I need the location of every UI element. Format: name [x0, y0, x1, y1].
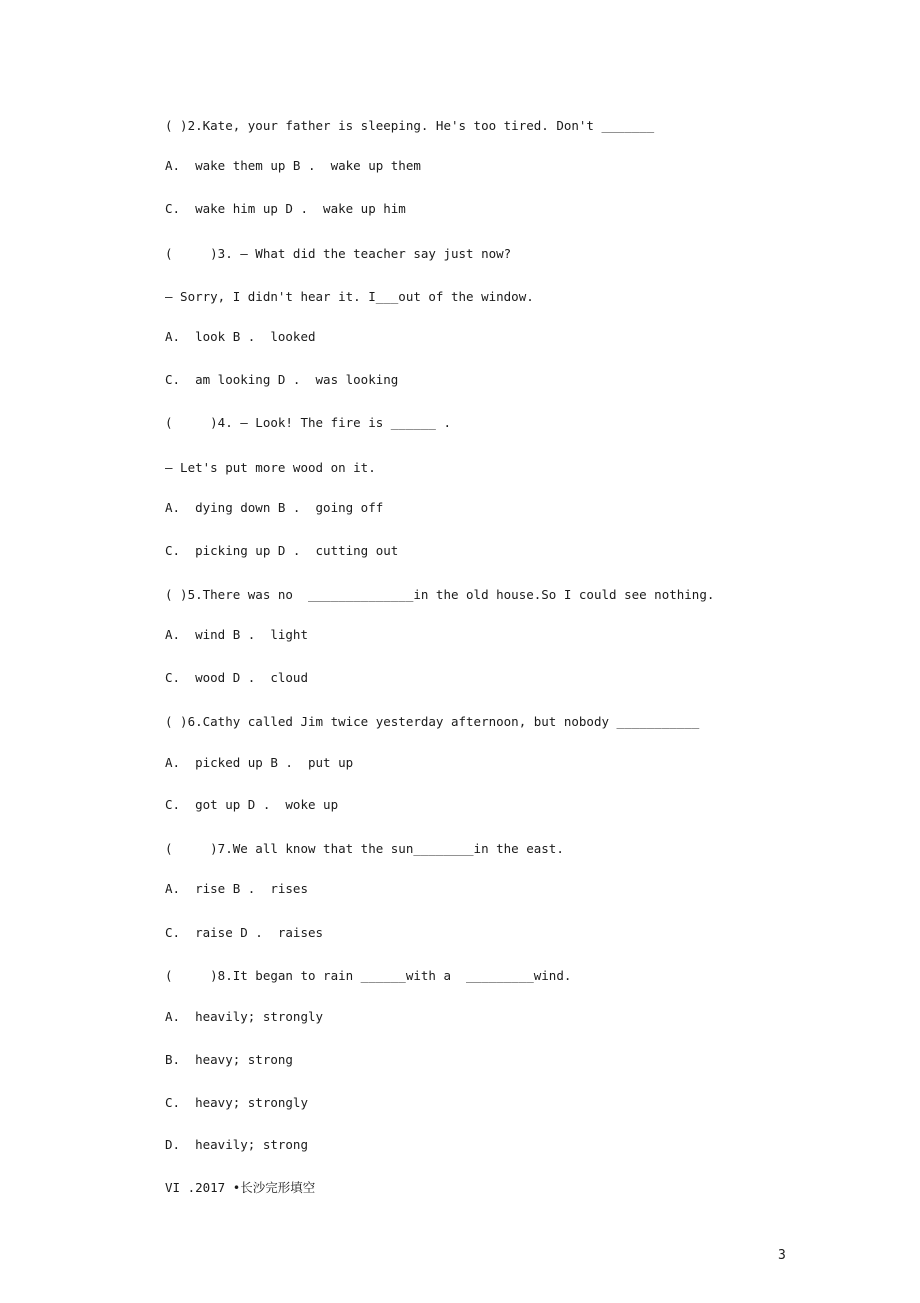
question-5-options-ab: A. wind B . light	[165, 627, 308, 642]
question-7-options-ab: A. rise B . rises	[165, 881, 308, 896]
question-4-response: — Let's put more wood on it.	[165, 460, 376, 475]
question-4-stem: ( )4. — Look! The fire is ______ .	[165, 415, 451, 430]
question-5-options-cd: C. wood D . cloud	[165, 670, 308, 685]
question-5-stem: ( )5.There was no ______________in the old house.So I could see nothing.	[165, 587, 715, 602]
section-heading: VI .2017 •长沙完形填空	[165, 1180, 316, 1195]
question-3-options-cd: C. am looking D . was looking	[165, 372, 399, 387]
question-4-options-cd: C. picking up D . cutting out	[165, 543, 399, 558]
question-7-options-cd: C. raise D . raises	[165, 925, 324, 940]
question-6-options-cd: C. got up D . woke up	[165, 797, 339, 812]
question-4-options-ab: A. dying down B . going off	[165, 500, 384, 515]
question-8-stem: ( )8.It began to rain ______with a _________wind.	[165, 968, 572, 983]
question-2-options-ab: A. wake them up B . wake up them	[165, 158, 421, 173]
question-8-option-b: B. heavy; strong	[165, 1052, 293, 1067]
question-3-stem: ( )3. — What did the teacher say just now?	[165, 246, 512, 261]
question-8-option-c: C. heavy; strongly	[165, 1095, 308, 1110]
question-8-option-d: D. heavily; strong	[165, 1137, 308, 1152]
question-7-stem: ( )7.We all know that the sun________in the east.	[165, 841, 564, 856]
question-3-response: — Sorry, I didn't hear it. I___out of the window.	[165, 289, 534, 304]
page-number: 3	[778, 1248, 786, 1263]
question-2-stem: ( )2.Kate, your father is sleeping. He's too tired. Don't _______	[165, 118, 655, 133]
question-2-options-cd: C. wake him up D . wake up him	[165, 201, 406, 216]
question-6-options-ab: A. picked up B . put up	[165, 755, 354, 770]
question-6-stem: ( )6.Cathy called Jim twice yesterday afternoon, but nobody ___________	[165, 714, 700, 729]
question-3-options-ab: A. look B . looked	[165, 329, 316, 344]
question-8-option-a: A. heavily; strongly	[165, 1009, 324, 1024]
